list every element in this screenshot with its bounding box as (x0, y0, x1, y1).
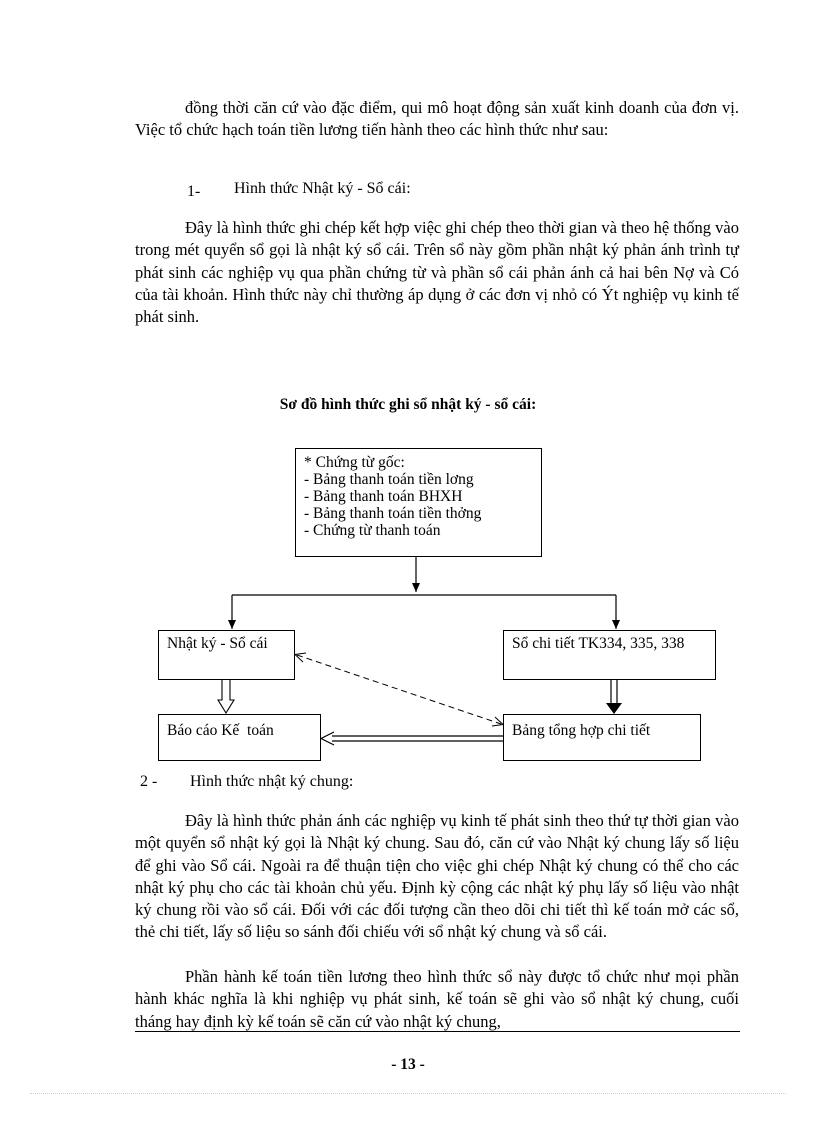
heading-1-text: Hình thức Nhật ký - Sổ cái: (234, 180, 411, 197)
source-doc-item: - Bảng thanh toán tiền lơng (304, 471, 474, 488)
paragraph-salary-accounting: Phần hành kế toán tiền lương theo hình thức sổ này được tổ chức như mọi phần hành khác nghĩa là khi nghiệp vụ phát sinh, kế toán sẽ ghi vào sổ nhật ký chung, cuối tháng hay định kỳ kế toán sẽ căn cứ vào nhật ký chung, (135, 967, 739, 1031)
paragraph-journal-ledger: Đây là hình thức ghi chép kết hợp việc ghi chép theo thời gian và theo hệ thống vào trong mét quyển sổ gọi là nhật ký sổ cái. Trên sổ này gồm phần nhật ký phản ánh trình tự phát sinh các nghiệp vụ qua phần chứng từ và phần sổ cái phản ánh cả hai bên Nợ và Có của tài khoản. Hình thức này chỉ thường áp dụng ở các đơn vị nhỏ có Ýt nghiệp vụ kinh tế phát sinh. (135, 218, 739, 327)
arrow-summary-head (321, 732, 334, 745)
paragraph-general-journal: Đây là hình thức phản ánh các nghiệp vụ kinh tế phát sinh theo thứ tự thời gian vào một quyển sổ nhật ký gọi là Nhật ký chung. Sau đó, căn cứ vào Nhật ký chung lấy số liệu để ghi vào Sổ cái. Ngoài ra để thuận tiện cho việc ghi chép Nhật ký chung có thể cho các nhật ký phụ cho các tài khoản chủ yếu. Định kỳ cộng các nhật ký phụ lấy số liệu vào nhật ký chung rồi vào sổ cái. Đối với các đối tượng cần theo dõi chi tiết thì kế toán mở các sổ, thẻ chi tiết, lấy số liệu so sánh đối chiếu với sổ nhật ký chung và sổ cái. (135, 811, 739, 942)
source-doc-item: - Bảng thanh toán tiền thởng (304, 505, 482, 522)
heading-2-text: Hình thức nhật ký chung: (190, 773, 354, 790)
source-doc-item: - Bảng thanh toán BHXH (304, 488, 463, 505)
arrow-detail-head (606, 703, 622, 714)
detail-ledger-label: Sổ chi tiết TK334, 335, 338 (512, 635, 685, 652)
source-doc-heading: * Chứng từ gốc: (304, 454, 405, 471)
report-label: Báo cáo Kế toán (167, 722, 274, 739)
summary-label: Bảng tổng hợp chi tiết (512, 722, 651, 739)
diagram-title: Sơ đồ hình thức ghi sổ nhật ký - sổ cái: (279, 396, 537, 413)
dashed-link (297, 655, 501, 724)
summary-box (503, 714, 701, 761)
page-edge-dotted-line (30, 1093, 786, 1094)
detail-ledger-box (503, 630, 716, 680)
footer-rule (135, 1031, 740, 1032)
dashed-head-right (492, 717, 503, 726)
source-documents-box (295, 448, 542, 557)
journal-ledger-box (158, 630, 295, 680)
heading-2-number: 2 - (140, 773, 158, 790)
page-number: - 13 - (391, 1056, 425, 1073)
arrow-journal-to-report (218, 679, 234, 713)
journal-ledger-label: Nhật ký - Sổ cái (167, 635, 268, 652)
paragraph-intro: đồng thời căn cứ vào đặc điểm, qui mô hoạt động sản xuất kinh doanh của đơn vị. Việc tổ chức hạch toán tiền lương tiến hành theo các hình thức như sau: (135, 98, 739, 140)
dashed-head-left (295, 653, 306, 662)
source-doc-item: - Chứng từ thanh toán (304, 522, 441, 539)
heading-1-number: 1- (187, 183, 201, 200)
report-box (158, 714, 321, 761)
